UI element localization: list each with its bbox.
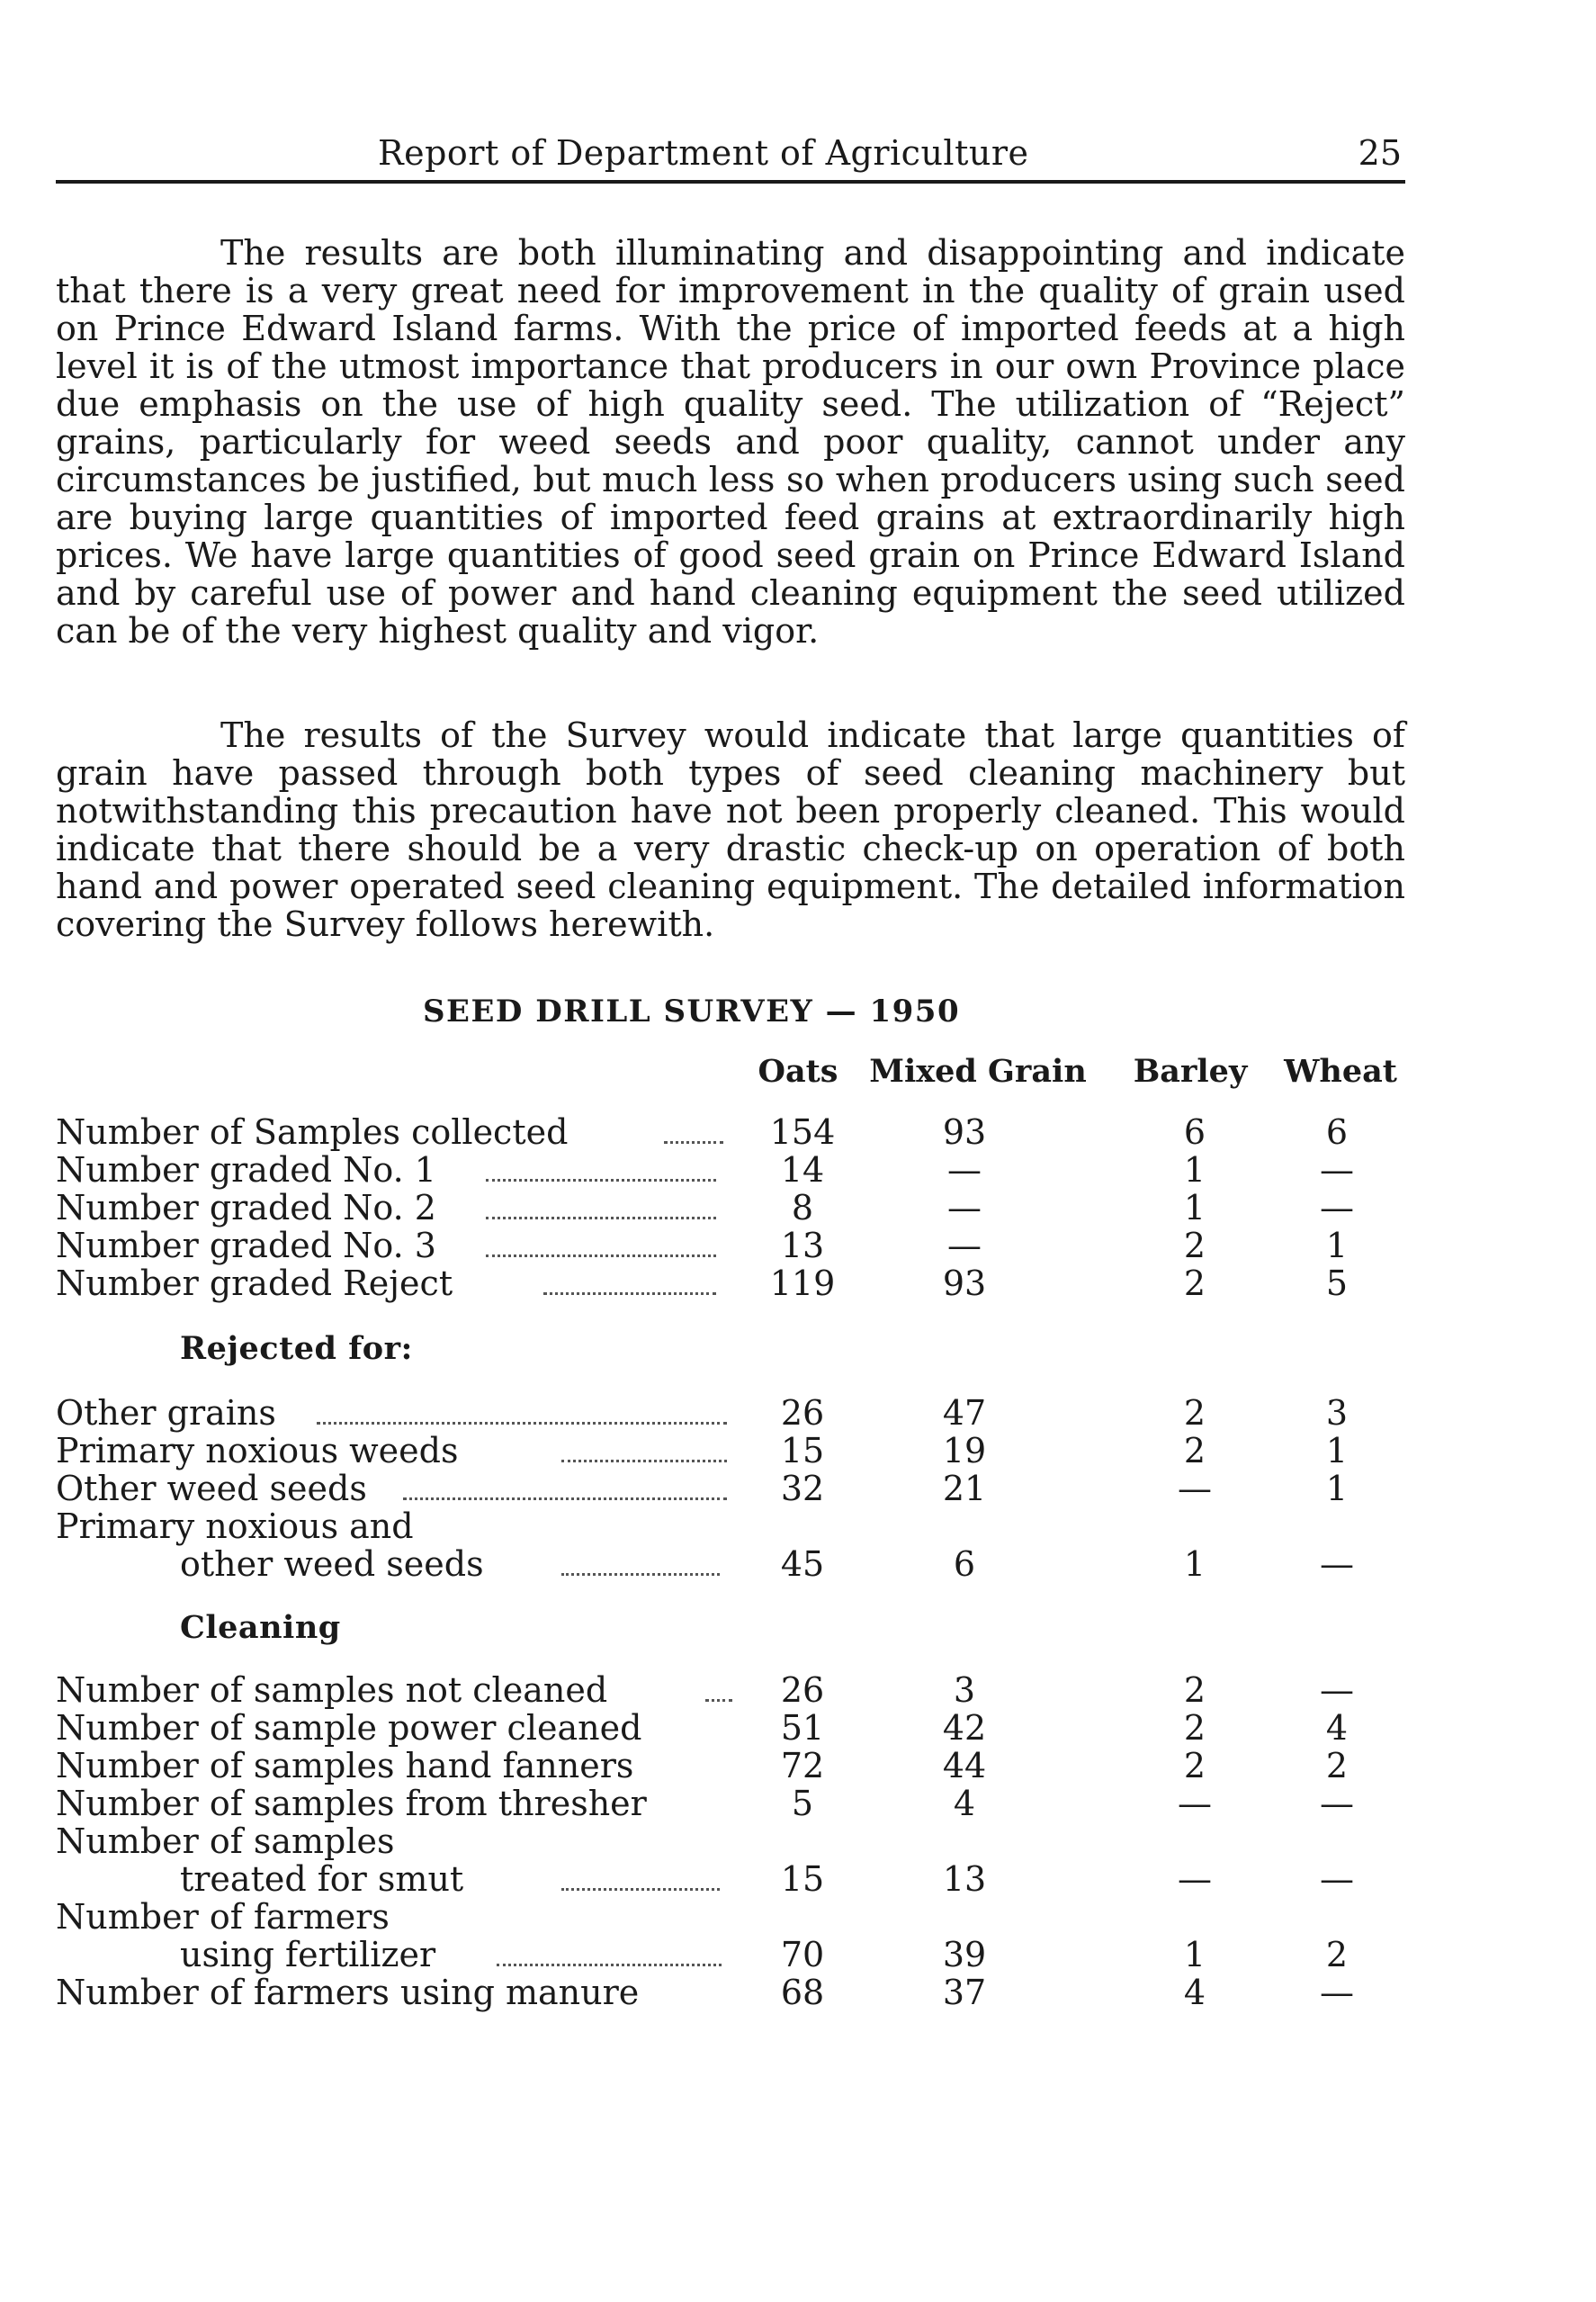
cell-wheat: — xyxy=(1320,1670,1354,1710)
dot-leader xyxy=(543,1292,716,1295)
row-label: Number graded Reject xyxy=(56,1263,453,1303)
dot-leader xyxy=(486,1179,716,1182)
cell-wheat: — xyxy=(1320,1150,1354,1190)
table-row xyxy=(0,1393,1596,1431)
column-header-wheat: Wheat xyxy=(1284,1053,1397,1090)
row-label: Other weed seeds xyxy=(56,1469,367,1508)
row-label: Primary noxious weeds xyxy=(56,1431,459,1470)
cell-barley: 2 xyxy=(1183,1670,1206,1710)
cell-wheat: — xyxy=(1320,1859,1354,1899)
column-header-oats: Oats xyxy=(758,1053,838,1090)
paragraph-survey: The results of the Survey would indicate that large quantities of grain have passed through both types of seed cleaning machinery but notwithstanding this precaution have not been properly cleaned. This would indicate that there should be a very drastic check-up on operation of both hand and power operated seed cleaning equipment. The detailed information covering the Survey follows herewith. xyxy=(56,715,1405,944)
row-label: Number graded No. 1 xyxy=(56,1150,436,1190)
cell-oats: 32 xyxy=(780,1469,825,1508)
cell-wheat: 1 xyxy=(1325,1431,1349,1470)
cell-wheat: 1 xyxy=(1325,1469,1349,1508)
table-row xyxy=(0,1859,1596,1897)
section-heading-cleaning: Cleaning xyxy=(180,1609,341,1646)
row-label: other weed seeds xyxy=(180,1544,484,1584)
section-heading-rejected-for: Rejected for: xyxy=(180,1330,413,1367)
cell-mixed-grain: 39 xyxy=(942,1935,987,1974)
cell-oats: 14 xyxy=(780,1150,825,1190)
cell-wheat: 3 xyxy=(1325,1393,1349,1433)
cell-barley: — xyxy=(1178,1859,1212,1899)
cell-wheat: 2 xyxy=(1325,1935,1349,1974)
dot-leader xyxy=(497,1964,722,1966)
row-label: Number graded No. 2 xyxy=(56,1188,436,1227)
table-row xyxy=(0,1469,1596,1506)
cell-mixed-grain: — xyxy=(947,1188,982,1227)
cell-oats: 154 xyxy=(769,1112,836,1152)
survey-title: SEED DRILL SURVEY — 1950 xyxy=(423,994,961,1030)
cell-wheat: 6 xyxy=(1325,1112,1349,1152)
table-row xyxy=(0,1263,1596,1301)
table-row xyxy=(0,1746,1596,1784)
cell-mixed-grain: 37 xyxy=(942,1973,987,2012)
dot-leader xyxy=(561,1888,720,1891)
cell-oats: 15 xyxy=(780,1859,825,1899)
cell-oats: 15 xyxy=(780,1431,825,1470)
cell-wheat: 1 xyxy=(1325,1226,1349,1265)
cell-oats: 119 xyxy=(769,1263,836,1303)
table-row xyxy=(0,1670,1596,1708)
cell-oats: 8 xyxy=(791,1188,814,1227)
dot-leader xyxy=(317,1422,727,1425)
cell-mixed-grain: — xyxy=(947,1226,982,1265)
cell-oats: 45 xyxy=(780,1544,825,1584)
cell-mixed-grain: 4 xyxy=(953,1784,976,1823)
cell-barley: 2 xyxy=(1183,1746,1206,1785)
table-row xyxy=(0,1188,1596,1226)
cell-oats: 13 xyxy=(780,1226,825,1265)
cell-barley: 2 xyxy=(1183,1226,1206,1265)
cell-mixed-grain: 47 xyxy=(942,1393,987,1433)
table-row xyxy=(0,1897,1596,1935)
dot-leader xyxy=(486,1254,716,1257)
cell-oats: 5 xyxy=(791,1784,814,1823)
cell-mixed-grain: 3 xyxy=(953,1670,976,1710)
column-header-mixed-grain: Mixed Grain xyxy=(869,1053,1087,1090)
row-label: Number of samples not cleaned xyxy=(56,1670,608,1710)
cell-oats: 51 xyxy=(780,1708,825,1748)
cell-wheat: 5 xyxy=(1325,1263,1349,1303)
cell-mixed-grain: 93 xyxy=(942,1263,987,1303)
row-label: Number of farmers xyxy=(56,1897,390,1937)
cell-mixed-grain: 93 xyxy=(942,1112,987,1152)
dot-leader xyxy=(664,1141,723,1144)
cell-wheat: — xyxy=(1320,1784,1354,1823)
cell-mixed-grain: 42 xyxy=(942,1708,987,1748)
cell-barley: 2 xyxy=(1183,1431,1206,1470)
table-row xyxy=(0,1784,1596,1821)
row-label: Number of sample power cleaned xyxy=(56,1708,642,1748)
row-label: Number of samples xyxy=(56,1821,395,1861)
running-title: Report of Department of Agriculture xyxy=(378,133,1029,173)
cell-mixed-grain: 6 xyxy=(953,1544,976,1584)
dot-leader xyxy=(705,1699,732,1702)
dot-leader xyxy=(561,1573,720,1576)
dot-leader xyxy=(403,1497,727,1500)
table-row xyxy=(0,1935,1596,1973)
row-label: Number of Samples collected xyxy=(56,1112,569,1152)
cell-wheat: — xyxy=(1320,1544,1354,1584)
row-label: Number of samples hand fanners xyxy=(56,1746,634,1785)
cell-barley: 1 xyxy=(1183,1150,1206,1190)
table-row xyxy=(0,1506,1596,1544)
cell-oats: 26 xyxy=(780,1393,825,1433)
cell-barley: 6 xyxy=(1183,1112,1206,1152)
paragraph-results: The results are both illuminating and disappointing and indicate that there is a very great need for improvement in the quality of grain used on Prince Edward Island farms. With the price of imported feeds at a high level it is of the utmost importance that producers in our own Province place due emphasis on the use of high quality seed. The utilization of “Reject” grains, particularly for weed seeds and poor quality, cannot under any circumstances be justified, but much less so when producers using such seed are buying large quantities of imported feed grains at extraordinarily high prices. We have large quantities of good seed grain on Prince Edward Island and by careful use of power and hand cleaning equipment the seed utilized can be of the very highest quality and vigor. xyxy=(56,233,1405,651)
cell-barley: 1 xyxy=(1183,1544,1206,1584)
cell-oats: 68 xyxy=(780,1973,825,2012)
row-label: using fertilizer xyxy=(180,1935,436,1974)
column-header-barley: Barley xyxy=(1133,1053,1248,1090)
cell-barley: — xyxy=(1178,1784,1212,1823)
cell-barley: 4 xyxy=(1183,1973,1206,2012)
cell-mixed-grain: 19 xyxy=(942,1431,987,1470)
row-label: treated for smut xyxy=(180,1859,464,1899)
dot-leader xyxy=(561,1460,727,1462)
row-label: Number of samples from thresher xyxy=(56,1784,647,1823)
cell-oats: 70 xyxy=(780,1935,825,1974)
table-row xyxy=(0,1226,1596,1263)
cell-barley: 1 xyxy=(1183,1188,1206,1227)
cell-mixed-grain: 13 xyxy=(942,1859,987,1899)
table-row xyxy=(0,1150,1596,1188)
cell-wheat: — xyxy=(1320,1188,1354,1227)
cell-oats: 26 xyxy=(780,1670,825,1710)
cell-barley: 2 xyxy=(1183,1393,1206,1433)
cell-wheat: 4 xyxy=(1325,1708,1349,1748)
cell-barley: — xyxy=(1178,1469,1212,1508)
cell-barley: 2 xyxy=(1183,1263,1206,1303)
table-row xyxy=(0,1821,1596,1859)
table-row xyxy=(0,1973,1596,2010)
row-label: Number of farmers using manure xyxy=(56,1973,640,2012)
page-number: 25 xyxy=(1358,133,1402,173)
row-label: Number graded No. 3 xyxy=(56,1226,436,1265)
cell-mixed-grain: — xyxy=(947,1150,982,1190)
cell-wheat: 2 xyxy=(1325,1746,1349,1785)
dot-leader xyxy=(486,1217,716,1219)
cell-mixed-grain: 21 xyxy=(942,1469,987,1508)
table-row xyxy=(0,1431,1596,1469)
table-row xyxy=(0,1544,1596,1582)
cell-barley: 1 xyxy=(1183,1935,1206,1974)
table-row xyxy=(0,1708,1596,1746)
cell-barley: 2 xyxy=(1183,1708,1206,1748)
cell-oats: 72 xyxy=(780,1746,825,1785)
cell-mixed-grain: 44 xyxy=(942,1746,987,1785)
row-label: Primary noxious and xyxy=(56,1506,414,1546)
row-label: Other grains xyxy=(56,1393,276,1433)
cell-wheat: — xyxy=(1320,1973,1354,2012)
table-row xyxy=(0,1112,1596,1150)
